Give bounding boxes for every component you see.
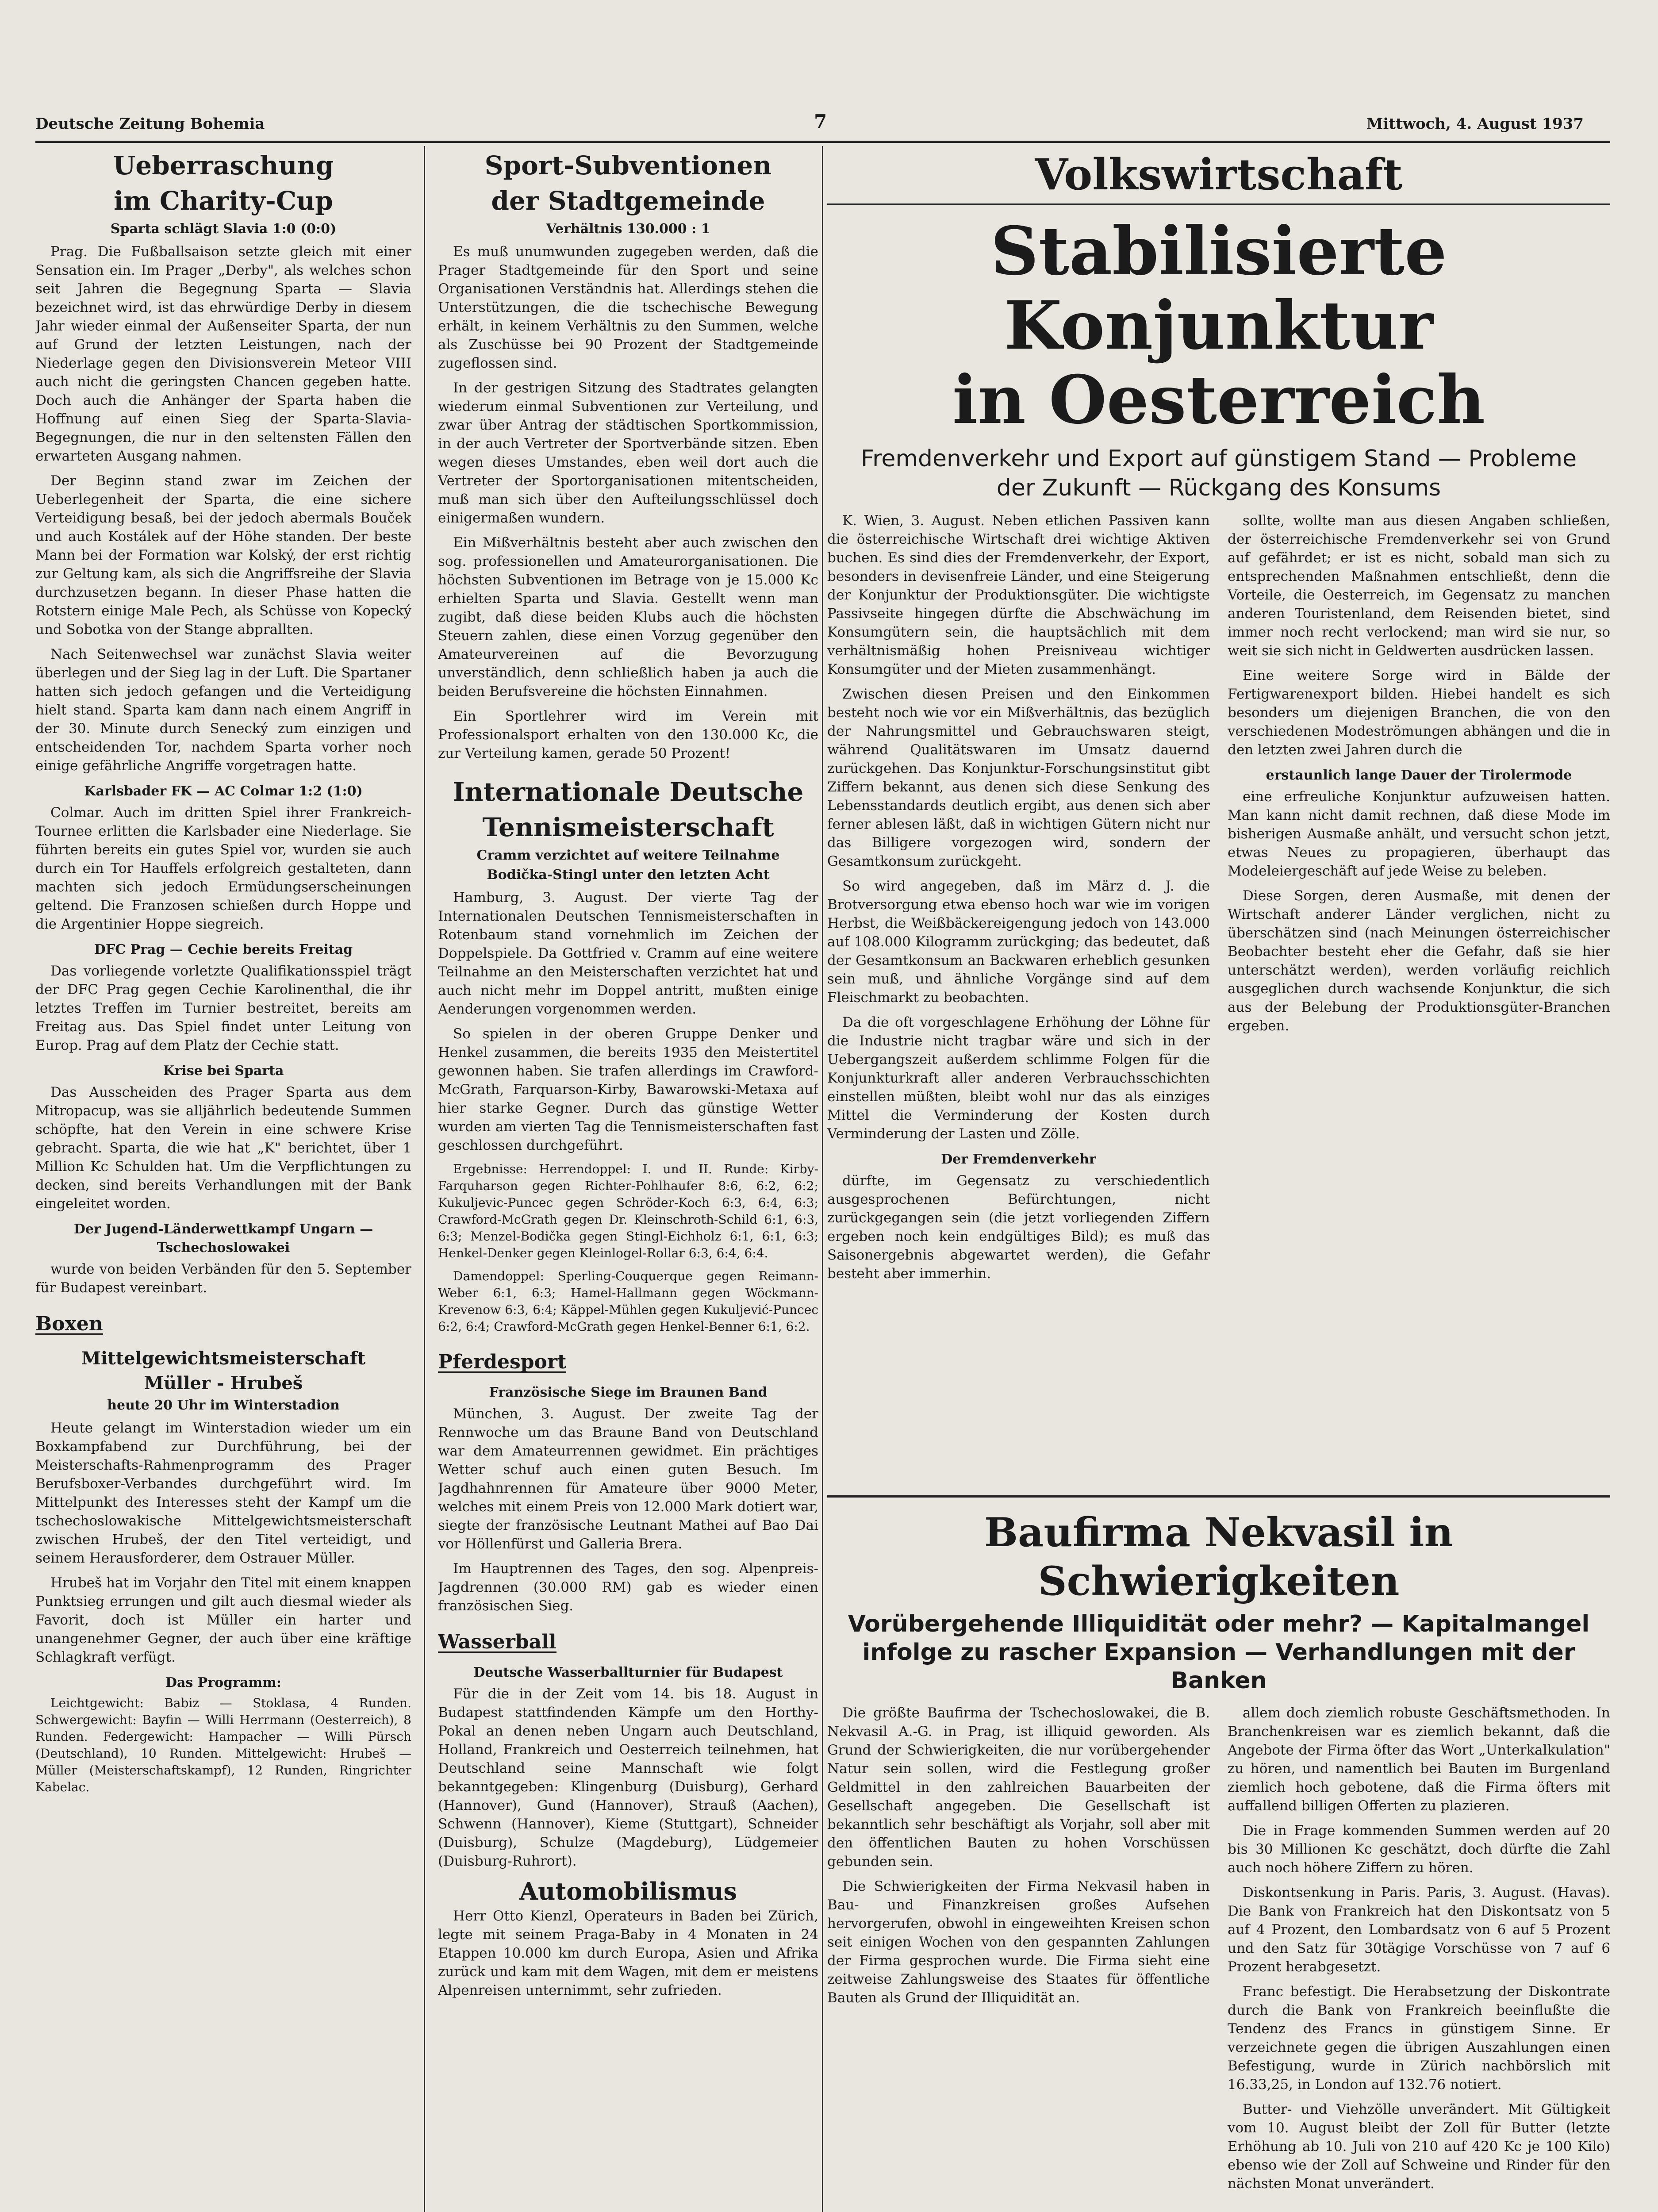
article-title-line2: im Charity-Cup	[114, 186, 333, 216]
article-title: Karlsbader FK — AC Colmar 1:2 (1:0)	[84, 783, 363, 799]
article-paragraph: allem doch ziemlich robuste Geschäftsmethoden. In Branchenkreisen war es ziemlich bekannt, daß die Angebote der Firma öfter das Wort „Unterkalkulation" zu hören, und namentlich bei Bauten im Burgenland ziemlich hoch gebotene, daß die Firma öfters mit auffallend billigen Offerten zu plazieren.	[1228, 1705, 1610, 1814]
subheadline-line1: Fremdenverkehr und Export auf günstigem Stand — Probleme	[861, 445, 1577, 472]
article-title: Französische Siege im Braunen Band	[489, 1385, 768, 1400]
results-paragraph: Ergebnisse: Herrendoppel: I. und II. Runde: Kirby-Farquharson gegen Richter-Pohlhaufer 8:6, 6:2, 6:2; Kukuljevic-Puncec gegen Schröder-Koch 6:3, 6:4, 6:3; Crawford-McGrath gegen Dr. Kleinschroth-Schild 6:1, 6:3, 6:3; Menzel-Bodička gegen Stingl-Eichholz 6:1, 6:1, 6:3; Henkel-Denker gegen Kleinlogel-Rollar 6:3, 6:4, 6:4.	[438, 1162, 818, 1260]
section-heading: Pferdesport	[438, 1351, 567, 1373]
article-title: Ueberraschung	[113, 150, 334, 180]
article-paragraph: Colmar. Auch im dritten Spiel ihrer Frankreich-Tournee erlitten die Karlsbader eine Niederlage. Sie führten bereits ein gutes Spiel vor, wurden sie auch durch ein Tor Hauffels erfolgreich gestalteten, dann machten sich jedoch Ermüdungserscheinungen geltend. Die Franzosen schießen durch Hoppe und die Argentinier Hoppe siegreich.	[35, 805, 411, 932]
article-paragraph: Das vorliegende vorletzte Qualifikationsspiel trägt der DFC Prag gegen Cechie Karolinenthal, die ihr letztes Treffen im Turnier bestreitet, bereits am Freitag aus. Das Spiel findet unter Leitung von Europ. Prag auf dem Platz der Cechie statt.	[35, 963, 411, 1053]
subheadline-line2: infolge zu rascher Expansion — Verhandlungen mit der Banken	[862, 1639, 1575, 1694]
economy-right-column	[1228, 511, 1610, 1485]
article-paragraph: Prag. Die Fußballsaison setzte gleich mit einer Sensation ein. Im Prager „Derby", als welches schon seit Jahren die Begegnung Sparta — Slavia bezeichnet wird, ist das ehrwürdige Derby in diesem Jahr wieder einmal der Außenseiter Sparta, der nun auf Grund der letzten Leistungen, nach der Niederlage gegen den Divisionsverein Meteor VIII auch nicht die geringsten Chancen gegeben hatte. Doch auch die Anhänger der Sparta haben die Hoffnung auf einen Sieg der Sparta-Slavia-Begegnungen, die nur in den seltensten Fällen den erwarteten Ausgang nahmen.	[35, 244, 411, 464]
article-paragraph: Ein Mißverhältnis besteht aber auch zwischen den sog. professionellen und Amateurorganisationen. Die höchsten Subventionen im Betrage von je 15.000 Kc erhielten Sparta und Slavia. Gestellt wenn man zugibt, daß diese beiden Klubs auch die höchsten Steuern zahlen, diese einen Vorzug gegenüber den Amateurvereinen auf die Bevorzugung unverständlich, denn schließlich haben ja auch die beiden Berufsvereine die höchsten Einnahmen.	[438, 535, 818, 699]
news-item: Diskontsenkung in Paris. Paris, 3. August. (Havas). Die Bank von Frankreich hat den Diskontsatz von 5 auf 4 Prozent, den Lombardsatz von 6 auf 5 Prozent und den Satz für 30tägige Vorschüsse von 7 auf 6 Prozent herabgesetzt.	[1228, 1885, 1610, 1975]
article-paragraph: Diese Sorgen, deren Ausmaße, mit denen der Wirtschaft anderer Länder verglichen, nicht zu überschätzen sind (nach Meinungen österreichischer Beobachter besteht eher die Gefahr, daß sie hier unterschätzt werden), werden vorläufig reichlich ausgeglichen durch wachsende Konjunktur, die sich aus der Belebung der Produktionsgüter-Branchen ergeben.	[1228, 888, 1610, 1034]
section-heading: Boxen	[35, 1313, 103, 1335]
article-paragraph: Da die oft vorgeschlagene Erhöhung der Löhne für die Industrie nicht tragbar wäre und sich in der Uebergangszeit außerdem schlimme Folgen für die Konjunkturkraft aller anderen Verbrauchsschichten einstellen müßten, bleibt wohl nur das als einziges Mittel die Verminderung der Kosten durch Verminderung der Lasten und Zölle.	[827, 1014, 1210, 1142]
column-divider-2	[822, 146, 823, 2212]
column-divider-1	[424, 146, 425, 2212]
article-paragraph: eine erfreuliche Konjunktur aufzuweisen hatten. Man kann nicht damit rechnen, daß diese Mode im bisherigen Ausmaße anhält, und versucht schon jetzt, etwas Neues zu propagieren, überhaupt das Modeleiergeschäft auf jede Weise zu beleben.	[1228, 789, 1610, 879]
article-paragraph: So wird angegeben, daß im März d. J. die Brotversorgung etwa ebenso hoch war wie im vorigen Herbst, die Weißbäckereigengung jedoch von 143.000 auf 108.000 Kilogramm zurückging; das bedeutet, daß der Gesamtkonsum an Backwaren erheblich gesunken sein muß, und ähnliche Vorgänge sind auf dem Fleischmarkt zu beobachten.	[827, 878, 1210, 1006]
article-title-line2: der Stadtgemeinde	[491, 186, 765, 216]
article-paragraph: Eine weitere Sorge wird in Bälde der Fertigwarenexport bilden. Hiebei handelt es sich besonders um diejenigen Branchen, die von den verschiedenen Modeströmungen abhängen und die in den letzten zwei Jahren durch die	[1228, 668, 1610, 758]
article-title: Internationale Deutsche	[453, 777, 804, 807]
article-paragraph: Ein Sportlehrer wird im Verein mit Professionalsport erhalten von den 130.000 Kc, die zur Verteilung kamen, gerade 50 Prozent!	[438, 708, 818, 761]
article-paragraph: Herr Otto Kienzl, Operateurs in Baden bei Zürich, legte mit seinem Praga-Baby in 4 Monaten in 24 Etappen 10.000 km durch Europa, Asien und Afrika zurück und kam mit dem Wagen, mit dem er meistens Alpenreisen unternimmt, sehr zufrieden.	[438, 1908, 818, 1998]
economy-left-column	[827, 511, 1210, 1485]
article-subtitle: Verhältnis 130.000 : 1	[546, 221, 710, 237]
inline-heading: Der Fremdenverkehr	[941, 1152, 1096, 1167]
masthead-name: Deutsche Zeitung Bohemia	[35, 115, 265, 133]
article-paragraph: Es muß unumwunden zugegeben werden, daß die Prager Stadtgemeinde für den Sport und seine Organisationen Verständnis hat. Allerdings stehen die Unterstützungen, die die tschechische Bewegung erhält, in keinem Verhältnis zu den Summen, welche als Zuschüsse bei 90 Prozent der Stadtgemeinde zugeflossen sind.	[438, 244, 818, 371]
nekvasil-right-column	[1228, 1704, 1610, 2199]
article-headline: Baufirma Nekvasil in Schwierigkeiten	[984, 1509, 1454, 1605]
nekvasil-left-column	[827, 1704, 1210, 2199]
article-subtitle: Sparta schlägt Slavia 1:0 (0:0)	[110, 221, 337, 237]
article-title-line2: Tennismeisterschaft	[482, 812, 774, 842]
article-title: DFC Prag — Cechie bereits Freitag	[94, 942, 353, 957]
article-title: Der Jugend-Länderwettkampf Ungarn — Tschechoslowakei	[73, 1221, 373, 1256]
article-title: Sport-Subventionen	[484, 150, 772, 180]
main-subheadline	[827, 444, 1610, 503]
article-subheadline	[827, 1610, 1610, 1695]
news-item: Butter- und Viehzölle unverändert. Mit Gültigkeit vom 10. August bleibt der Zoll für Butter (letzte Erhöhung ab 10. Juli von 210 auf 420 Kc je 100 Kilo) ebenso wie der Zoll auf Schweine und Rinder für den nächsten Monat unverändert.	[1228, 2101, 1610, 2192]
article-paragraph: München, 3. August. Der zweite Tag der Rennwoche um das Braune Band von Deutschland war dem Amateurrennen gewidmet. Ein prächtiges Wetter schuf auch einen guten Besuch. Im Jagdhahnrennen für Amateure über 9000 Meter, welches mit einem Preis von 12.000 Mark dotiert war, siegte der französische Leutnant Mathei auf Bao Dai vor Höllenfürst und Galleria Brera.	[438, 1406, 818, 1552]
article-subtitle: Cramm verzichtet auf weitere Teilnahme	[476, 848, 780, 863]
inline-heading: erstaunlich lange Dauer der Tirolermode	[1266, 768, 1572, 783]
article-paragraph: Nach Seitenwechsel war zunächst Slavia weiter überlegen und der Sieg lag in der Luft. Die Spartaner hatten sich jedoch gefangen und die Verteidigung hielt stand. Sparta kam dann nach einem Angriff in der 30. Minute durch Senecký zum einzigen und entscheidenden Tor, nachdem Sparta vorher noch einige gefährliche Angriffe vorgetragen hatte.	[35, 646, 411, 774]
article-paragraph: Heute gelangt im Winterstadion wieder um ein Boxkampfabend zur Durchführung, bei der Meisterschafts-Rahmenprogramm des Prager Berufsboxer-Verbandes durchgeführt wird. Im Mittelpunkt des Interesses steht der Kampf um die tschechoslowakische Mittelgewichtsmeisterschaft zwischen Hrubeš, der den Titel verteidigt, und seinem Herausforderer, dem Ostrauer Müller.	[35, 1420, 411, 1566]
column-sport-left	[35, 146, 411, 2212]
article-paragraph: Der Beginn stand zwar im Zeichen der Ueberlegenheit der Sparta, die eine sichere Verteidigung besaß, bei der jedoch abermals Bouček und auch Kostálek auf der Höhe standen. Der beste Mann bei der Formation war Kolský, der erst richtig zur Geltung kam, als sich die Angriffsreihe der Slavia durchzusetzen begann. In dieser Phase hatten die Rotstern einige Male Pech, als Schüsse von Kopecký und Sobotka von der Stange abprallten.	[35, 473, 411, 637]
news-item: Franc befestigt. Die Herabsetzung der Diskontrate durch die Bank von Frankreich beeinflußte die Tendenz des Francs in günstigem Sinne. Er verzeichnete gegen die übrigen Auszahlungen einen Befestigung, wurde in Zürich nachbörslich mit 16.33,25, in London auf 132.76 notiert.	[1228, 1984, 1610, 2093]
article-divider	[827, 1495, 1610, 1498]
article-subtitle: heute 20 Uhr im Winterstadion	[107, 1398, 340, 1413]
program-heading: Das Programm:	[165, 1675, 281, 1690]
subheadline-line2: der Zukunft — Rückgang des Konsums	[996, 475, 1441, 501]
article-title-line2: Müller - Hrubeš	[144, 1373, 303, 1394]
article-paragraph: Für die in der Zeit vom 14. bis 18. August in Budapest stattfindenden Kämpfe um den Horthy-Pokal an denen neben Ungarn auch Deutschland, Holland, Frankreich und Oesterreich teilnehmen, hat Deutschland seine Mannschaft wie folgt bekanntgegeben: Klingenburg (Duisburg), Gerhard (Hannover), Gund (Hannover), Strauß (Aachen), Schwenn (Hannover), Kieme (Stuttgart), Schneider (Duisburg), Schulze (Magdeburg), Lüdgemeier (Duisburg-Ruhrort).	[438, 1686, 818, 1869]
article-title: Krise bei Sparta	[163, 1063, 284, 1079]
column-sport-right	[438, 146, 818, 2212]
main-headline-line2: in Oesterreich	[952, 361, 1485, 439]
article-paragraph: wurde von beiden Verbänden für den 5. September für Budapest vereinbart.	[35, 1261, 411, 1296]
article-paragraph: K. Wien, 3. August. Neben etlichen Passiven kann die österreichische Wirtschaft drei wichtige Aktiven buchen. Es sind dies der Fremdenverkehr, der Export, besonders in devisenfreie Länder, und eine Steigerung der Konjunktur der Produktionsgüter. Die wichtigste Passivseite hingegen dürfte die Abschwächung im Konsumgütern sein, die hauptsächlich mit dem verhältnismäßig hohen Preisniveau wichtiger Konsumgüter und der Mieten zusammenhängt.	[827, 513, 1210, 677]
article-title: Mittelgewichtsmeisterschaft	[81, 1348, 366, 1369]
issue-date: Mittwoch, 4. August 1937	[1366, 115, 1584, 133]
article-title: Deutsche Wasserballturnier für Budapest	[473, 1665, 783, 1680]
article-paragraph: Die größte Baufirma der Tschechoslowakei, die B. Nekvasil A.-G. in Prag, ist illiquid geworden. Als Grund der Schwierigkeiten, die nur vorübergehender Natur sein sollen, wird die Festlegung großer Geldmittel in den zahlreichen Bauarbeiten der Gesellschaft angegeben. Die Gesellschaft ist bekanntlich sehr beschäftigt als Vorjahr, soll aber mit den öffentlichen Bauten zu hohen Vorschüssen gebunden sein.	[827, 1705, 1210, 1870]
article-paragraph: Die Schwierigkeiten der Firma Nekvasil haben in Bau- und Finanzkreisen großes Aufsehen hervorgerufen, obwohl in eingeweihten Kreisen schon seit einigen Wochen von den gespannten Zahlungen der Firma gesprochen wurde. Die Firma sieht eine zeitweise Zahlungsweise des Staates für öffentliche Bauten als Grund der Illiquidität an.	[827, 1878, 1210, 2006]
nekvasil-article-body	[827, 1704, 1610, 2199]
article-paragraph: Hamburg, 3. August. Der vierte Tag der Internationalen Deutschen Tennismeisterschaften in Rotenbaum stand vornehmlich im Zeichen der Doppelspiele. Da Gottfried v. Cramm auf eine weitere Teilnahme an den Meisterschaften verzichtet hat und auch nicht mehr im Doppel antritt, mußten einige Aenderungen vorgenommen werden.	[438, 890, 818, 1017]
main-headline: Stabilisierte Konjunktur	[990, 212, 1447, 365]
article-paragraph: dürfte, im Gegensatz zu verschiedentlich ausgesprochenen Befürchtungen, nicht zurückgegangen sein (die jetzt vorliegenden Ziffern ergeben noch kein endgültiges Bild); es muß das Saisonergebnis abgewartet werden), die Gefahr besteht aber immerhin.	[827, 1173, 1210, 1282]
page-header	[35, 102, 1584, 142]
subheadline-line1: Vorübergehende Illiquidität oder mehr? — Kapitalmangel	[848, 1611, 1590, 1637]
article-paragraph: Leichtgewicht: Babiz — Stoklasa, 4 Runden. Schwergewicht: Bayfin — Willi Herrmann (Oesterreich), 8 Runden. Federgewicht: Hampacher — Willi Pürsch (Deutschland), 10 Runden. Mittelgewicht: Hrubeš — Müller (Meisterschaftskampf), 12 Runden, Ringrichter Kabelac.	[35, 1696, 411, 1794]
economy-article-body	[827, 511, 1610, 1485]
page-number: 7	[814, 111, 827, 132]
article-paragraph: sollte, wollte man aus diesen Angaben schließen, der österreichische Fremdenverkehr sei von Grund auf gefährdet; er ist es nicht, sobald man sich zu entsprechenden Maßnahmen entschließt, denn die Vorteile, die Oesterreich, im Gegensatz zu manchen anderen Touristenland, dem Reisenden bietet, sind immer noch recht verlockend; man wird sie nur, so weit sie sich nicht in Geldwerten ausdrücken lassen.	[1228, 513, 1610, 659]
article-subtitle-line2: Bodička-Stingl unter den letzten Acht	[487, 867, 770, 883]
article-paragraph: Die in Frage kommenden Summen werden auf 20 bis 30 Millionen Kc geschätzt, doch dürfte die Zahl auch noch höhere Ziffern zu hören.	[1228, 1823, 1610, 1876]
section-title: Volkswirtschaft	[827, 150, 1610, 205]
article-paragraph: In der gestrigen Sitzung des Stadtrates gelangten wiederum einmal Subventionen zur Verteilung, und zwar über Antrag der städtischen Sportkommission, in der auch Vertreter der Sportverbände sitzen. Eben wegen dieses Umstandes, eben weil dort auch die Vertreter der Sportorganisationen mitentscheiden, muß man sich über den Aufteilungsschlüssel doch einigermaßen wundern.	[438, 380, 818, 526]
section-heading: Wasserball	[438, 1631, 557, 1653]
article-paragraph: So spielen in der oberen Gruppe Denker und Henkel zusammen, die bereits 1935 den Meistertitel gewonnen haben. Sie trafen allerdings im Crawford-McGrath, Farquarson-Kirby, Bawarowski-Metaxa auf hier starke Gegner. Durch das günstige Wetter wurden am vierten Tag die Tennismeisterschaften fast geschlossen durchgeführt.	[438, 1026, 818, 1153]
column-economy	[827, 146, 1610, 2212]
article-paragraph: Hrubeš hat im Vorjahr den Titel mit einem knappen Punktsieg errungen und gilt auch diesmal wieder als Favorit, doch ist Müller ein harter und unangenehmer Gegner, der auch über eine kräftige Schlagkraft verfügt.	[35, 1575, 411, 1665]
article-paragraph: Das Ausscheiden des Prager Sparta aus dem Mitropacup, was sie alljährlich bedeutende Summen schöpfte, hat den Verein in eine schwere Krise gebracht. Sparta, die wie hat „K" berichtet, über 1 Million Kc Schulden hat. Um die Verpflichtungen zu decken, sind bereits Verhandlungen mit der Bank eingeleitet worden.	[35, 1084, 411, 1212]
header-rule	[35, 141, 1610, 143]
section-heading: Automobilismus	[519, 1877, 737, 1905]
article-paragraph: Im Hauptrennen des Tages, den sog. Alpenpreis-Jagdrennen (30.000 RM) gab es wieder einen französischen Sieg.	[438, 1561, 818, 1614]
article-paragraph: Zwischen diesen Preisen und den Einkommen besteht noch wie vor ein Mißverhältnis, das bezüglich der Nahrungsmittel und Gebrauchswaren steigt, während Qualitätswaren im Umsatz dauernd zurückgehen. Das Konjunktur-Forschungsinstitut gibt Ziffern bekannt, aus denen sich diese Senkung des Lebensstandards deutlich ergibt, aus denen sich aber ferner ablesen läßt, daß in wichtigen Gütern nicht nur das Billigere vorgezogen wird, sondern der Gesamtkonsum zurückgeht.	[827, 686, 1210, 869]
results-paragraph: Damendoppel: Sperling-Couquerque gegen Reimann-Weber 6:1, 6:3; Hamel-Hallmann gegen Wöckmann-Krevenow 6:3, 6:4; Käppel-Mühlen gegen Kukuljević-Puncec 6:2, 6:4; Crawford-McGrath gegen Henkel-Benner 6:1, 6:2.	[438, 1269, 818, 1334]
